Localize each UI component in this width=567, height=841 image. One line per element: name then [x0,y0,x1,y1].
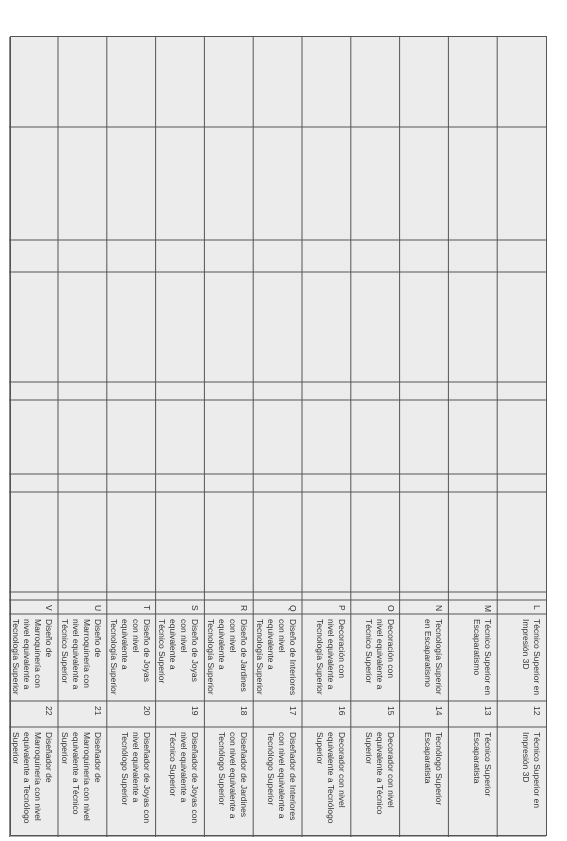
table-row [497,37,546,837]
program-cell: Diseño de Joyas con nivel equivalente a Técnico Superior [157,619,201,684]
table-row [302,37,351,837]
title-cell: Diseñador de Interiores con nivel equivalente a Tecnólogo Superior [266,732,298,821]
letter-cell: T [141,605,152,611]
number-cell: 17 [288,706,298,716]
table-row [204,37,253,837]
letter-cell: N [434,605,445,612]
table-row [107,37,156,837]
program-cell: Diseño de Marroquinería con nivel equivalente a Tecnología Superior [11,619,54,695]
table-row [9,37,58,837]
program-cell: Técnico Superior en Escaparatismo [472,619,494,696]
program-cell: Diseño de Interiores con nivel equivalente a Tecnología Superior [255,619,298,696]
table-row [58,37,107,837]
number-cell: 20 [141,706,152,716]
program-cell: Diseño de Jardines con nivel equivalente a Tecnología Superior [206,619,250,695]
letter-cell: Q [288,605,298,612]
number-cell: 12 [532,706,542,716]
title-cell: Diseñador de Jardines con nivel equivalente a Tecnólogo Superior [217,732,250,819]
title-cell: Diseñador de Marroquinería con nivel equivalente a Tecnólogo Superior [11,732,54,824]
number-cell: 21 [92,706,103,716]
program-cell: Decoración con nivel equivalente a Tecnología Superior [314,619,347,695]
letter-cell: U [92,605,103,612]
title-cell: Diseñador de Joyas con nivel equivalente a Técnico Superior [168,732,201,824]
table-row [400,37,449,837]
title-cell: Diseñador de Joyas con nivel equivalente a Tecnólogo Superior [119,732,152,824]
title-cell: Diseñador de Marroquinería con nivel equivalente a Técnico Superior [59,732,103,821]
title-cell: Tecnólogo Superior Escaparatista [423,732,445,806]
program-cell: Decoración con nivel equivalente a Técnico Superior [363,619,396,690]
letter-cell: O [385,605,396,612]
table-row [351,37,400,837]
number-cell: 18 [239,706,250,716]
table-row [448,37,497,837]
letter-cell: V [44,605,54,611]
table-row [253,37,302,837]
letter-cell: S [190,605,201,611]
title-cell: Decorador con nivel equivalente a Técnico Superior [363,732,396,815]
degree-table [10,36,547,836]
letter-cell: M [483,605,494,613]
letter-cell: L [532,605,542,610]
program-cell: Tecnología Superior en Escaparatismo [423,619,445,695]
number-cell: 14 [434,706,445,716]
letter-cell: P [336,605,347,611]
title-cell: Técnico Superior Escaparatista [472,732,494,797]
rotated-page [10,36,547,836]
number-cell: 13 [483,706,494,716]
number-cell: 15 [385,706,396,716]
title-cell: Decorador con nivel equivalente a Tecnólogo Superior [314,732,347,824]
title-cell: Técnico Superior en Impresión 3D [521,732,542,809]
letter-cell: R [239,605,250,612]
number-cell: 19 [190,706,201,716]
number-cell: 16 [336,706,347,716]
program-cell: Técnico Superior en Impresión 3D [521,619,542,696]
table-row [156,37,205,837]
number-cell: 22 [44,706,54,716]
program-cell: Diseño de Marroquinería con nivel equivalente a Técnico Superior [59,619,103,690]
program-cell: Diseño de Joyas con nivel equivalente a Tecnología Superior [108,619,152,695]
